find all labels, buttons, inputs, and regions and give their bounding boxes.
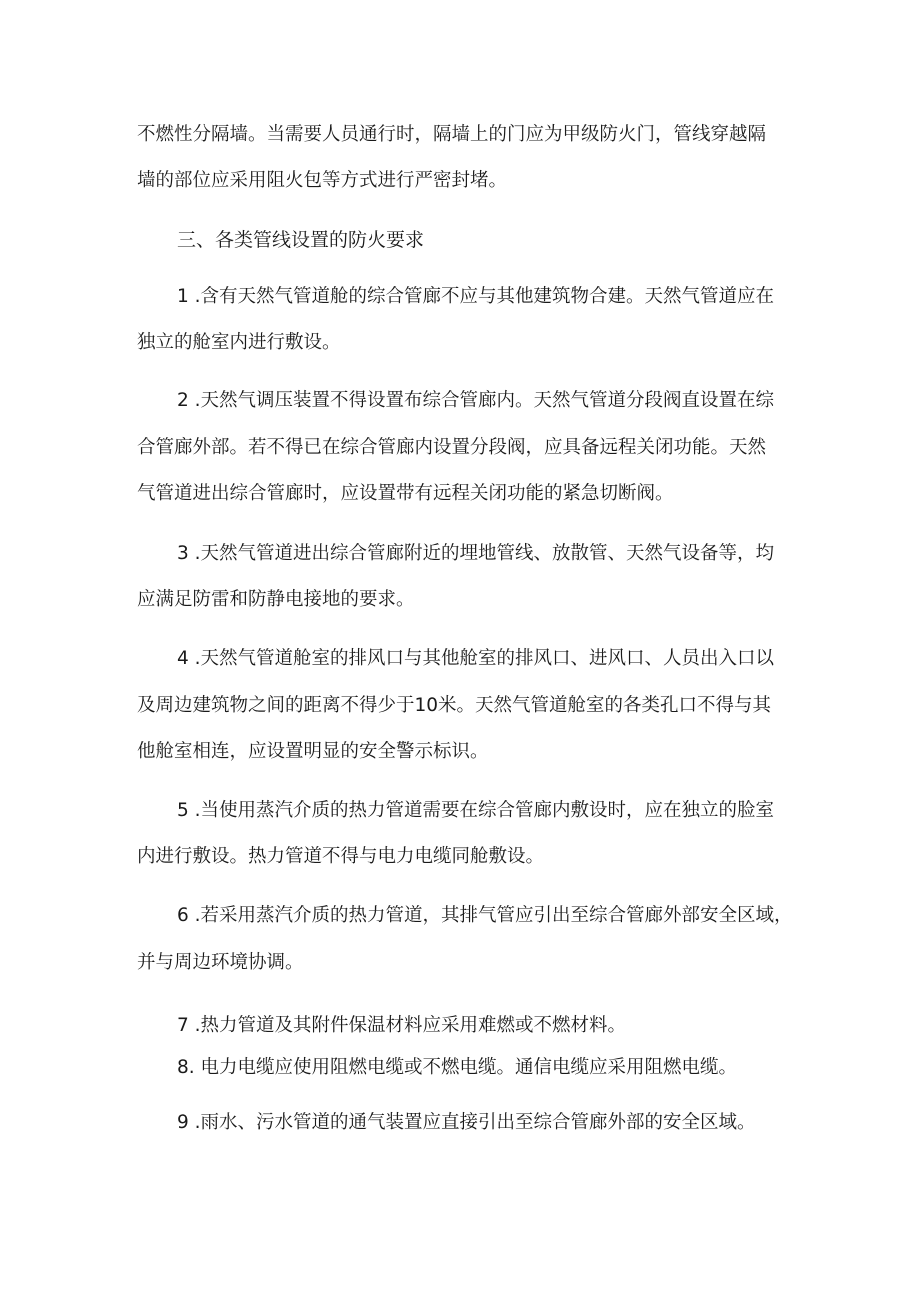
paragraph-line: 1 .含有天然气管道舱的综合管廊不应与其他建筑物合建。天然气管道应在	[177, 286, 775, 307]
paragraph-line: 2 .天然气调压装置不得设置布综合管廊内。天然气管道分段阀直设置在综	[177, 390, 775, 411]
paragraph-line: 合管廊外部。若不得已在综合管廊内设置分段阀，应具备远程关闭功能。天然	[137, 437, 767, 458]
paragraph-line: 7 .热力管道及其附件保温材料应采用难燃或不燃材料。	[177, 1015, 627, 1036]
paragraph-line: 及周边建筑物之间的距离不得少于10米。天然气管道舱室的各类孔口不得与其	[137, 695, 772, 716]
section-heading: 三、各类管线设置的防火要求	[177, 229, 425, 251]
intro-line: 墙的部位应采用阻火包等方式进行严密封堵。	[137, 170, 508, 191]
paragraph-line: 6 .若采用蒸汽介质的热力管道，其排气管应引出至综合管廊外部安全区域，	[177, 905, 793, 926]
paragraph-line: 5 .当使用蒸汽介质的热力管道需要在综合管廊内敷设时，应在独立的脸室	[177, 800, 775, 821]
paragraph-line: 内进行敷设。热力管道不得与电力电缆同舱敷设。	[137, 846, 545, 867]
paragraph-line: 气管道进出综合管廊时，应设置带有远程关闭功能的紧急切断阀。	[137, 483, 674, 504]
paragraph-line: 并与周边环境协调。	[137, 952, 304, 973]
paragraph-line: 3 .天然气管道进出综合管廊附近的埋地管线、放散管、天然气设备等，均	[177, 543, 775, 564]
intro-line: 不燃性分隔墙。当需要人员通行时，隔墙上的门应为甲级防火门，管线穿越隔	[137, 124, 767, 145]
paragraph-line: 独立的舱室内进行敷设。	[137, 332, 341, 353]
paragraph-line: 4 .天然气管道舱室的排风口与其他舱室的排风口、进风口、人员出入口以	[177, 648, 775, 669]
paragraph-line: 应满足防雷和防静电接地的要求。	[137, 589, 415, 610]
paragraph-line: 9 .雨水、污水管道的通气装置应直接引出至综合管廊外部的安全区域。	[177, 1112, 756, 1133]
paragraph-line: 8. 电力电缆应使用阻燃电缆或不燃电缆。通信电缆应采用阻燃电缆。	[177, 1057, 738, 1078]
paragraph-line: 他舱室相连，应设置明显的安全警示标识。	[137, 741, 489, 762]
